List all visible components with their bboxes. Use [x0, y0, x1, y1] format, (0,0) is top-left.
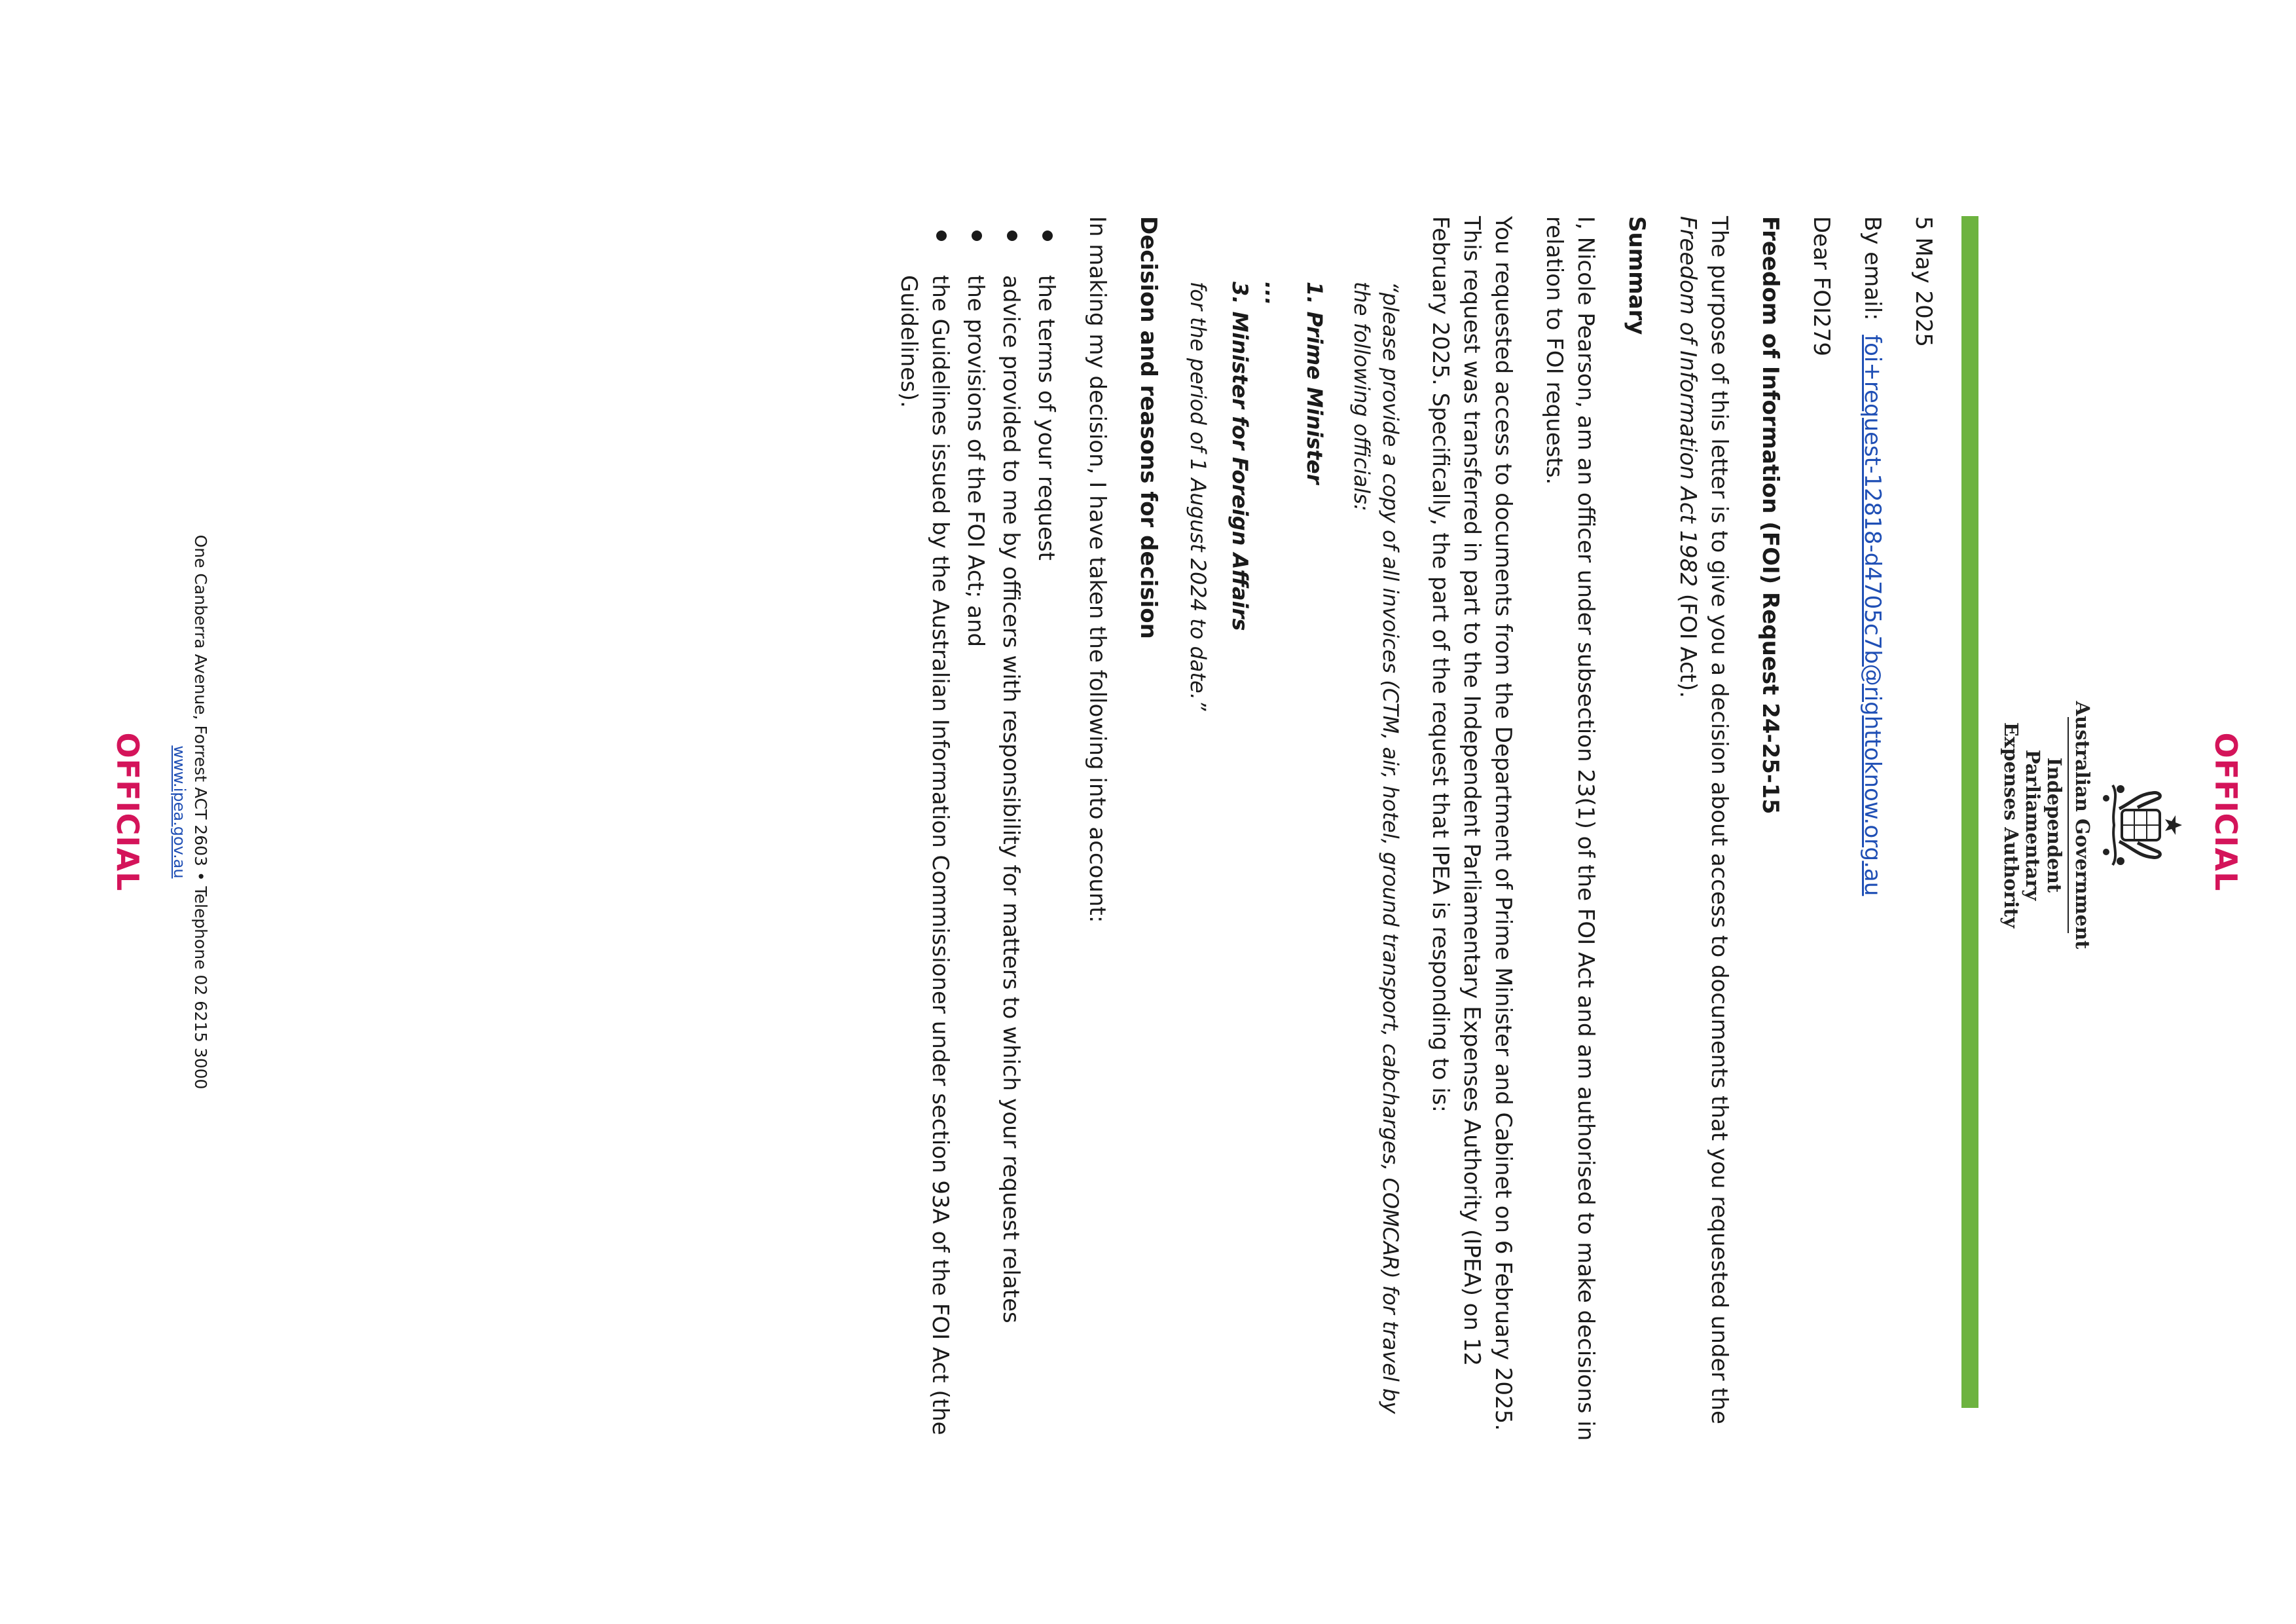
security-marking-bottom: OFFICIAL — [110, 732, 145, 892]
header-green-band — [1961, 216, 1978, 1408]
summary-paragraph-1: I, Nicole Pearson, am an officer under subsection 23(1) of the FOI Act and am authorised to make decisions in relation to FOI requests. — [1541, 216, 1599, 1441]
bullet-icon — [1007, 231, 1017, 241]
footer-website-link[interactable]: www.ipea.gov.au — [170, 745, 189, 879]
list-item: the terms of your request — [1030, 216, 1062, 1447]
considerations-list — [893, 216, 1062, 1447]
salutation: Dear FOI279 — [1808, 216, 1834, 356]
logo-divider — [2068, 717, 2069, 933]
letter-title: Freedom of Information (FOI) Request 24-25-15 — [1757, 216, 1783, 815]
bullet-icon — [1042, 231, 1053, 241]
coat-of-arms-icon — [2093, 776, 2185, 874]
letter-body — [889, 216, 1939, 1447]
recipient-email-link[interactable]: foi+request-12818-d4705c7b@righttoknow.org.au — [1859, 335, 1886, 896]
logo-line-2: Independent Parliamentary — [2022, 749, 2066, 901]
bullet-icon — [936, 231, 947, 241]
list-item: the provisions of the FOI Act; and — [960, 216, 991, 1447]
quote-item-3: 3. Minister for Foreign Affairs — [1228, 282, 1252, 631]
quote-ellipsis: ... — [1260, 282, 1285, 306]
email-line — [1857, 216, 1888, 1447]
ipea-logo — [2000, 694, 2185, 956]
quote-item-1: 1. Prime Minister — [1302, 282, 1327, 485]
quote-text: “please provide a copy of all invoices (CTM, air, hotel, ground transport, cabcharges, COMCAR) for travel by the following officials: — [1349, 282, 1403, 1414]
security-marking-top: OFFICIAL — [2208, 732, 2244, 892]
footer-address: One Canberra Avenue, Forrest ACT 2603 • Telephone 02 6215 3000 — [191, 534, 210, 1090]
logo-line-3: Expenses Authority — [2000, 722, 2022, 929]
logo-line-1: Australian Government — [2071, 701, 2094, 950]
decision-intro: In making my decision, I have taken the following into account: — [1084, 216, 1110, 923]
purpose-text-1: The purpose of this letter is to give you a decision about access to documents that you requested under the — [1706, 216, 1732, 1424]
act-name: Freedom of Information Act 1982 — [1675, 216, 1701, 587]
list-item: the Guidelines issued by the Australian Information Commissioner under section 93A of the FOI Act (the Guidelines). — [893, 216, 956, 1447]
list-item: advice provided to me by officers with responsibility for matters to which your request relates — [995, 216, 1027, 1447]
summary-paragraph-2: You requested access to documents from the Department of Prime Minister and Cabinet on 6 February 2025. This request was transferred in part to the Independent Parliamentary Expenses Authority (IPEA) on 12 February 2025. Specifically, the part of the request that IPEA is responding to is: — [1427, 216, 1516, 1431]
request-quote — [1184, 282, 1405, 1447]
letter-footer — [169, 0, 211, 1624]
summary-heading: Summary — [1624, 216, 1650, 335]
by-email-label: By email: — [1859, 216, 1886, 321]
quote-period: for the period of 1 August 2024 to date.” — [1186, 282, 1211, 711]
decision-heading: Decision and reasons for decision — [1135, 216, 1161, 639]
letter-date: 5 May 2025 — [1910, 216, 1937, 348]
purpose-text-2: (FOI Act). — [1675, 587, 1701, 699]
bullet-icon — [972, 231, 982, 241]
purpose-paragraph — [1672, 216, 1735, 1447]
